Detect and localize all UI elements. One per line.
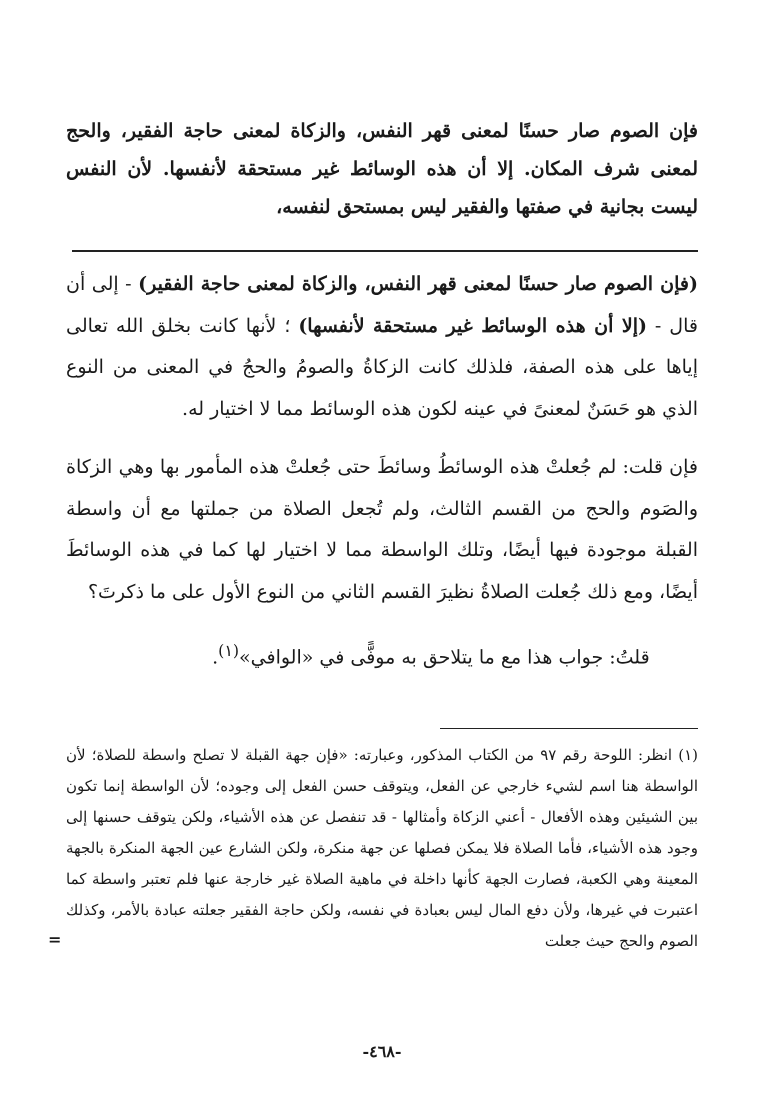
commentary-paragraph-2: فإن قلت: لم جُعلتْ هذه الوسائطُ وسائطَ حتى جُعلتْ هذه المأمور بها وهي الزكاة والصَوم والحج من القسم الثالث، ولم تُجعل الصلاة من جملتها مع أن واسطة القبلة موجودة فيها أيضًا، وتلك الواسطة مما لا اختيار لها كما في هذه الوسائطَ أيضًا، ومع ذلك جُعلت الصلاةُ نظيرَ القسم الثاني من النوع الأول على ما ذكرتَ؟ (66, 456, 698, 603)
footnote-number: (١) (678, 746, 698, 764)
footnote-text: انظر: اللوحة رقم ٩٧ من الكتاب المذكور، وعبارته: «فإن جهة القبلة لا تصلح واسطة للصلاة؛ لأن الواسطة هنا اسم لشيء خارجي عن الفعل، ويتوقف حسن الفعل إلى وجوده؛ لأن الواسطة إنما تكون بين الشيئين وهذه الأفعال - أعني الزكاة وأمثالها - قد تنفصل عن هذه الأشياء، ولكن يتوقف حسنها إلى وجود هذه الأشياء، فأما الصلاة فلا يمكن فصلها عن جهة منكرة، ولكن الشارع عين الجهة المنكرة بالجهة المعينة وهي الكعبة، فصارت الجهة كأنها داخلة في ماهية الصلاة غير خارجة عنها فلم تعتبر واسطة كما اعتبرت في غيرها، ولأن دفع المال ليس بعبادة في نفسه، ولكن حاجة الفقير جعلته عبادة بالأمر، وكذلك الصوم والحج حيث جعلت (66, 746, 698, 950)
footnote (66, 740, 698, 957)
commentary (66, 264, 698, 679)
main-text-divider (72, 250, 698, 252)
commentary-text: - إلى أن قال - (66, 273, 698, 337)
commentary-text: . (212, 646, 219, 669)
commentary-text: ؛ لأنها كانت بخلق الله تعالى إياها على هذه الصفة، فلذلك كانت الزكاةُ والصومُ والحجُ في المعنى من النوع الذي هو حَسَنٌ لمعنىً في عينه لكون هذه الوسائط مما لا اختيار له. (66, 314, 698, 420)
quoted-text: (فإن الصوم صار حسنًا لمعنى قهر النفس، والزكاة لمعنى حاجة الفقير) (138, 273, 698, 295)
footnote-reference: (١) (218, 641, 240, 660)
continuation-mark: = (48, 930, 62, 949)
commentary-paragraph-1 (66, 264, 698, 430)
footnote-divider (440, 728, 698, 729)
page-number: -٤٦٨- (362, 1042, 402, 1061)
quoted-text: (إلا أن هذه الوسائط غير مستحقة لأنفسها) (298, 314, 647, 337)
main-text: فإن الصوم صار حسنًا لمعنى قهر النفس، والزكاة لمعنى حاجة الفقير، والحج لمعنى شرف المكان. إلا أن هذه الوسائط غير مستحقة لأنفسها. لأن النفس ليست بجانية في صفتها والفقير ليس بمستحق لنفسه، (66, 120, 698, 218)
commentary-text: قلتُ: جواب هذا مع ما يتلاحق به موفًّى في «الوافي» (239, 646, 650, 669)
commentary-paragraph-3 (66, 630, 698, 679)
